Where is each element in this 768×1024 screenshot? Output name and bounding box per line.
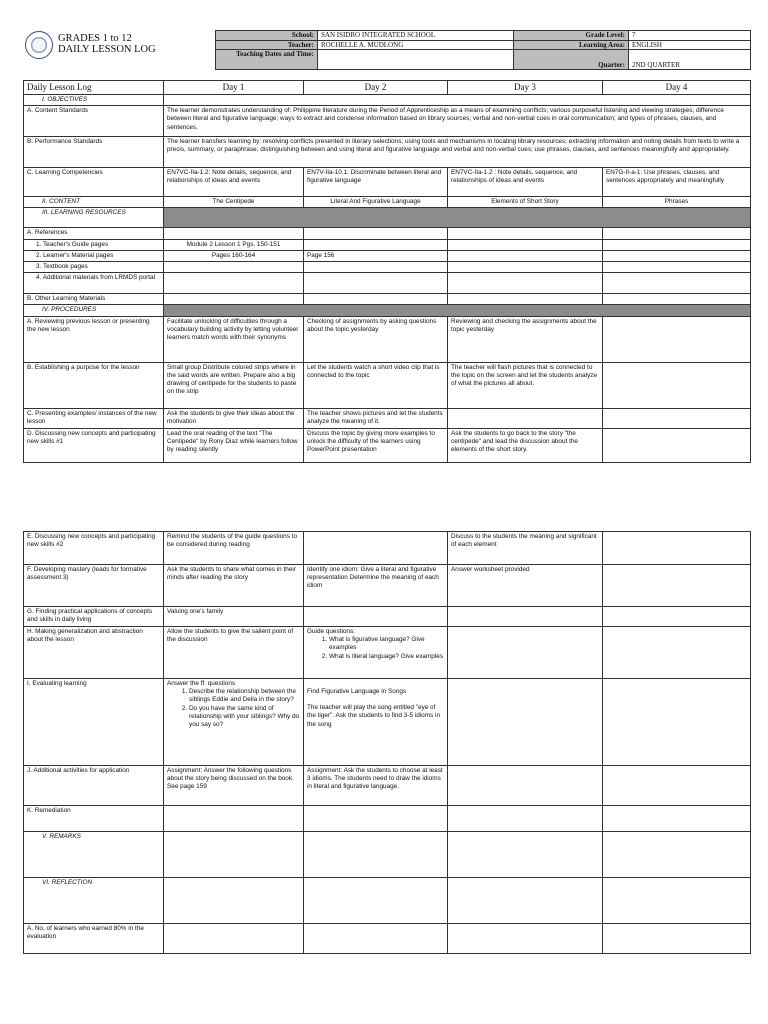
evaluating-day2: Find Figurative Language in Songs The teacher will play the song entitled "eye of the tiger". Ask the students to find 3-5 idioms in the song (304, 679, 448, 766)
eval-question-1: 1. Describe the relationship between the siblings Eddie and Delia in the story? (189, 688, 300, 704)
grade-value: 7 (629, 31, 751, 41)
row-label-references: A. References (24, 228, 164, 239)
row-label-applications: G. Finding practical applications of concepts and skills in daily living (24, 607, 164, 627)
reviewing-day1: Facilitate unlocking of difficulties through a vocabulary building activity by letting volunteer learners match words with their synonyms (164, 316, 304, 362)
row-label-performance-standards: B. Performance Standards (24, 137, 164, 168)
row-label-evaluating: I. Evaluating learning (24, 679, 164, 766)
quarter-value: 2ND QUARTER (629, 50, 751, 70)
header-table (215, 30, 751, 70)
grade-label: Grade Level: (514, 31, 629, 41)
performance-standards-text: The learner transfers learning by: resolving conflicts presented in literary selections; using tools and mechanisms in locating library resources; extracting information and noting details from texts to write a precis, summary, or paraphrase; distinguishing between and using literal and figurative language and verbal and non-verbal cues; use phrases, clauses, and sentences meaningfully and appropriately. (164, 137, 751, 168)
learners-material-day2: Page 156 (304, 250, 448, 261)
applications-day1: Valuing one's family (164, 607, 304, 627)
discussing2-day1: Remind the students of the guide questions to be considered during reading (164, 532, 304, 565)
row-label-learners-material: 2. Learner's Material pages (24, 250, 164, 261)
mastery-day2: Identify one idiom: Give a literal and figurative representation Determine the meaning of each idiom (304, 565, 448, 607)
row-label-purpose: B. Establishing a purpose for the lesson (24, 362, 164, 408)
purpose-day2: Let the students watch a short video clip that is connected to the topic (304, 362, 448, 408)
learners-material-day1: Pages 160-164 (164, 250, 304, 261)
area-value: ENGLISH (629, 40, 751, 50)
content-day2: Literal And Figurative Language (304, 197, 448, 208)
school-value: SAN ISIDRO INTEGRATED SCHOOL (318, 31, 514, 41)
purpose-day1: Small group Distribute colored strips where in the said words are written. Prepare also a big drawing of centipede for the students to paste on the strip (164, 362, 304, 408)
mastery-day1: Ask the students to share what comes in their minds after reading the story (164, 565, 304, 607)
content-day1: The Centipede (164, 197, 304, 208)
header-block (23, 30, 750, 72)
guide-question-2: 2. What is literal language? Give examples (329, 653, 444, 661)
row-label-content-standards: A. Content Standards (24, 106, 164, 137)
reviewing-day2: Checking of assignments by asking questions about the topic yesterday (304, 316, 448, 362)
discussing2-day3: Discuss to the students the meaning and significant of each element (448, 532, 603, 565)
discussing1-day1: Lead the oral reading of the text "The Centipede" by Rony Diaz while learners follow by reading silently (164, 428, 304, 462)
purpose-day3: The teacher will flash pictures that is connected to the topic on the screen and let the students analyze of what the pictures all about. (448, 362, 603, 408)
teacher-value: ROCHELLE A. MUDLONG (318, 40, 514, 50)
col-header-log: Daily Lesson Log (24, 81, 164, 95)
additional-activities-day2: Assignment: Ask the students to choose at least 3 idioms. The students need to draw the idioms in literal and figurative language. (304, 766, 448, 806)
content-day3: Elements of Short Story (448, 197, 603, 208)
row-label-learning-competencies: C. Learning Competencies (24, 168, 164, 197)
log-title: GRADES 1 to 12 DAILY LESSON LOG (58, 33, 156, 55)
row-label-learners-80: A. No. of learners who earned 80% in the evaluation (24, 924, 164, 954)
section-remarks: V. REMARKS (24, 832, 164, 878)
area-label: Learning Area: (514, 40, 629, 50)
row-label-textbook: 3. Textbook pages (24, 262, 164, 273)
content-standards-text: The learner demonstrates understanding of: Philippine literature during the Period of Apprenticeship as a means of examining conflicts; various purposeful listening and viewing strategies; difference between literal and figurative language; ways to extract and condense information based on library sources; verbal and non-verbal cues in oral communication; and types of phrases, clauses, and sentences. (164, 106, 751, 137)
row-label-reviewing: A. Reviewing previous lesson or presenting the new lesson (24, 316, 164, 362)
deped-seal-icon (25, 31, 53, 59)
dates-value (318, 50, 514, 70)
guide-question-1: 1. What is figurative language? Give examples (329, 636, 444, 652)
col-header-day4: Day 4 (603, 81, 751, 95)
school-label: School: (216, 31, 318, 41)
col-header-day1: Day 1 (164, 81, 304, 95)
generalization-day2: Guide questions: 1. What is figurative language? Give examples 2. What is literal language? Give examples (304, 627, 448, 679)
competency-day3: EN7VC-IIa-1.2 : Note details, sequence, and relationships of ideas and events (448, 168, 603, 197)
competency-day4: EN7G-II-a-1: Use phrases, clauses, and sentences appropriately and meaningfully (603, 168, 751, 197)
content-day4: Phrases (603, 197, 751, 208)
discussing1-day2: Discuss the topic by giving more examples to unlock the difficulty of the learners using PowerPoint presentation (304, 428, 448, 462)
section-learning-resources: III. LEARNING RESOURCES (24, 208, 164, 228)
generalization-day1: Allow the students to give the salient point of the discussion (164, 627, 304, 679)
eval-question-2: 2. Do you have the same kind of relationship with your siblings? Why do you say so? (189, 705, 300, 730)
row-label-remediation: K. Remediation (24, 806, 164, 832)
teacher-label: Teacher: (216, 40, 318, 50)
lesson-table-page1 (23, 80, 750, 463)
row-label-teachers-guide: 1. Teacher's Guide pages (24, 239, 164, 250)
col-header-day2: Day 2 (304, 81, 448, 95)
additional-activities-day1: Assignment: Answer the following questions about the story being discussed on the book. See page 159 (164, 766, 304, 806)
examples-day1: Ask the students to give their ideas about the motivation (164, 408, 304, 428)
row-label-other-materials: B. Other Learning Materials (24, 294, 164, 305)
row-label-discussing-1: D. Discussing new concepts and participating new skills #1 (24, 428, 164, 462)
teachers-guide-day1: Module 2 Lesson 1 Pgs. 150-151 (164, 239, 304, 250)
examples-day2: The teacher shows pictures and let the students analyze the meaning of it. (304, 408, 448, 428)
competency-day1: EN7VC-IIa-1.2: Note details, sequence, and relationships of ideas and events (164, 168, 304, 197)
lesson-table-page2 (23, 531, 750, 954)
section-procedures: IV. PROCEDURES (24, 305, 164, 316)
section-objectives: I. OBJECTIVES (24, 95, 164, 106)
row-label-examples: C. Presenting examples/ instances of the new lesson (24, 408, 164, 428)
section-reflection: VI. REFLECTION (24, 878, 164, 924)
section-content: II. CONTENT (24, 197, 164, 208)
col-header-day3: Day 3 (448, 81, 603, 95)
reviewing-day3: Reviewing and checking the assignments about the topic yesterday (448, 316, 603, 362)
evaluating-day1: Answer the ff. questions 1. Describe the relationship between the siblings Eddie and Delia in the story? 2. Do you have the same kind of relationship with your siblings? Why do you say so? (164, 679, 304, 766)
row-label-generalization: H. Making generalization and abstraction about the lesson (24, 627, 164, 679)
dates-label: Teaching Dates and Time: (216, 50, 318, 70)
competency-day2: EN7V-IIa-10.1: Discriminate between literal and figurative language (304, 168, 448, 197)
row-label-additional-activities: J. Additional activities for application (24, 766, 164, 806)
mastery-day3: Answer worksheet provided (448, 565, 603, 607)
discussing1-day3: Ask the students to go back to the story "the centipede" and lead the discussion about the elements of the short story. (448, 428, 603, 462)
row-label-additional-materials: 4. Additional materials from LRMDS portal (24, 273, 164, 294)
row-label-discussing-2: E. Discussing new concepts and participating new skills #2 (24, 532, 164, 565)
quarter-label: Quarter: (514, 50, 629, 70)
row-label-mastery: F. Developing mastery (leads for formative assessment 3) (24, 565, 164, 607)
